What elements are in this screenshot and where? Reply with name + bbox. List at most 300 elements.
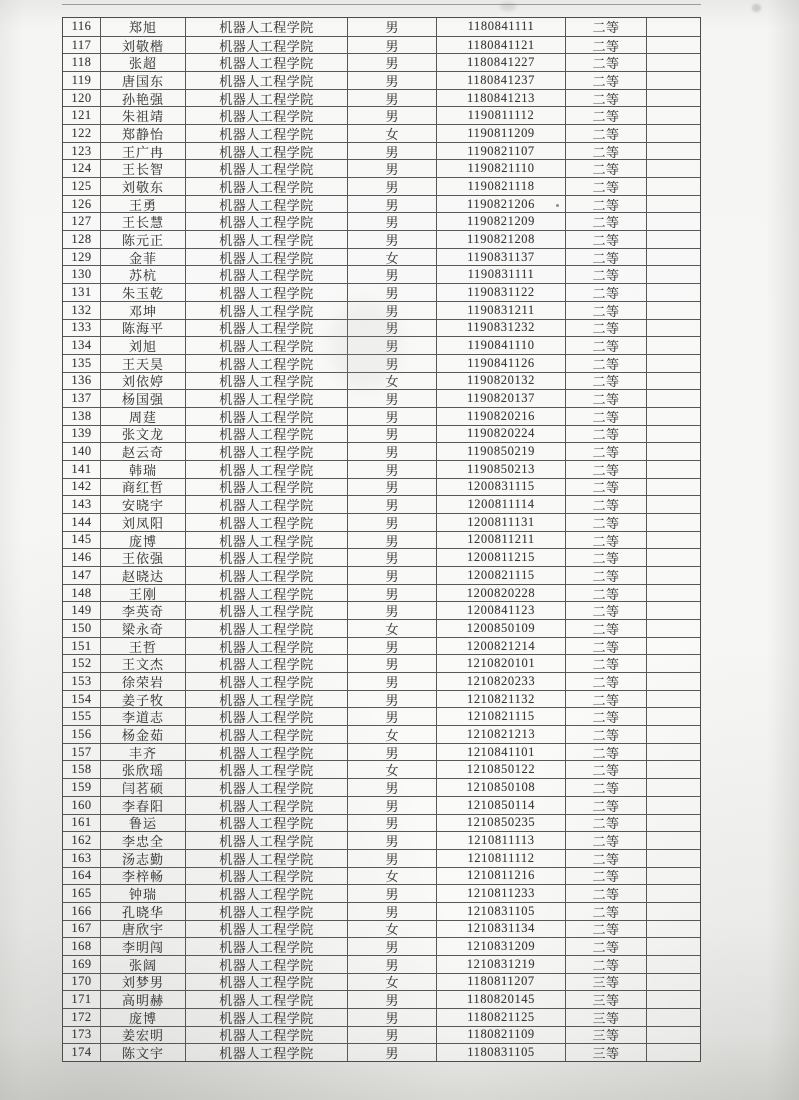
student-id-cell: 1180821125	[436, 1009, 565, 1026]
scan-speck	[556, 204, 559, 207]
student-id-cell: 1210821132	[436, 691, 565, 708]
row-number-cell: 173	[71, 1027, 92, 1042]
student-id-cell: 1190831211	[436, 302, 565, 319]
college-cell: 机器人工程学院	[185, 426, 347, 443]
college-cell: 机器人工程学院	[185, 514, 347, 531]
college-cell: 机器人工程学院	[185, 549, 347, 566]
student-name-cell: 孔晓华	[100, 903, 185, 920]
student-name-cell: 梁永奇	[100, 620, 185, 637]
student-id-cell: 1210850114	[436, 797, 565, 814]
college-cell: 机器人工程学院	[185, 850, 347, 867]
student-name-cell: 王广冉	[100, 143, 185, 160]
gender-cell: 女	[347, 868, 436, 885]
college-cell: 机器人工程学院	[185, 72, 347, 89]
table-row	[63, 460, 700, 478]
table-row	[63, 442, 700, 460]
row-number-cell: 171	[71, 992, 92, 1007]
student-name-cell: 孙艳强	[100, 90, 185, 107]
award-level-cell: 二等	[565, 125, 646, 142]
student-name-cell: 邓坤	[100, 302, 185, 319]
gender-cell: 男	[347, 514, 436, 531]
student-name-cell: 闫茗硕	[100, 779, 185, 796]
college-cell: 机器人工程学院	[185, 868, 347, 885]
gender-cell: 男	[347, 832, 436, 849]
college-cell: 机器人工程学院	[185, 744, 347, 761]
student-name-cell: 安晓宇	[100, 496, 185, 513]
row-number-cell: 166	[71, 903, 92, 918]
row-number-cell: 163	[71, 850, 92, 865]
table-row	[63, 230, 700, 248]
table-row	[63, 124, 700, 142]
row-number-cell: 127	[71, 214, 92, 229]
student-name-cell: 韩瑞	[100, 461, 185, 478]
award-level-cell: 二等	[565, 143, 646, 160]
award-level-cell: 二等	[565, 426, 646, 443]
student-id-cell: 1180811207	[436, 974, 565, 991]
student-id-cell: 1180821109	[436, 1027, 565, 1044]
student-id-cell: 1190841126	[436, 355, 565, 372]
table-row	[63, 53, 700, 71]
student-id-cell: 1210811233	[436, 885, 565, 902]
college-cell: 机器人工程学院	[185, 991, 347, 1008]
empty-cell	[646, 868, 700, 885]
gender-cell: 男	[347, 337, 436, 354]
row-number-cell: 139	[71, 426, 92, 441]
gender-cell: 男	[347, 655, 436, 672]
award-level-cell: 二等	[565, 443, 646, 460]
row-number-cell: 135	[71, 355, 92, 370]
student-name-cell: 姜子牧	[100, 691, 185, 708]
table-row	[63, 973, 700, 991]
student-id-cell: 1180820145	[436, 991, 565, 1008]
row-number-cell: 116	[71, 19, 92, 34]
empty-cell	[646, 655, 700, 672]
gender-cell: 男	[347, 284, 436, 301]
empty-cell	[646, 284, 700, 301]
row-number-cell: 155	[71, 709, 92, 724]
gender-cell: 男	[347, 956, 436, 973]
gender-cell: 男	[347, 938, 436, 955]
gender-cell: 男	[347, 72, 436, 89]
college-cell: 机器人工程学院	[185, 231, 347, 248]
award-level-cell: 二等	[565, 761, 646, 778]
empty-cell	[646, 885, 700, 902]
table-row	[63, 990, 700, 1008]
college-cell: 机器人工程学院	[185, 797, 347, 814]
row-number-cell: 128	[71, 231, 92, 246]
gender-cell: 女	[347, 249, 436, 266]
student-name-cell: 杨国强	[100, 390, 185, 407]
student-id-cell: 1190821209	[436, 213, 565, 230]
student-id-cell: 1200811131	[436, 514, 565, 531]
gender-cell: 女	[347, 726, 436, 743]
gender-cell: 男	[347, 708, 436, 725]
college-cell: 机器人工程学院	[185, 956, 347, 973]
college-cell: 机器人工程学院	[185, 479, 347, 496]
scan-speck	[752, 4, 761, 12]
gender-cell: 男	[347, 585, 436, 602]
empty-cell	[646, 426, 700, 443]
college-cell: 机器人工程学院	[185, 761, 347, 778]
student-name-cell: 张文龙	[100, 426, 185, 443]
student-name-cell: 李春阳	[100, 797, 185, 814]
empty-cell	[646, 815, 700, 832]
gender-cell: 男	[347, 143, 436, 160]
student-id-cell: 1200831115	[436, 479, 565, 496]
award-level-cell: 二等	[565, 90, 646, 107]
table-row	[63, 195, 700, 213]
college-cell: 机器人工程学院	[185, 443, 347, 460]
college-cell: 机器人工程学院	[185, 337, 347, 354]
row-number-cell: 138	[71, 408, 92, 423]
college-cell: 机器人工程学院	[185, 355, 347, 372]
empty-cell	[646, 125, 700, 142]
student-name-cell: 王天昊	[100, 355, 185, 372]
gender-cell: 男	[347, 1044, 436, 1061]
table-row	[63, 283, 700, 301]
table-row	[63, 159, 700, 177]
row-number-cell: 169	[71, 956, 92, 971]
award-level-cell: 二等	[565, 196, 646, 213]
empty-cell	[646, 249, 700, 266]
row-number-cell: 120	[71, 90, 92, 105]
gender-cell: 男	[347, 638, 436, 655]
student-id-cell: 1200811215	[436, 549, 565, 566]
student-name-cell: 刘梦男	[100, 974, 185, 991]
student-name-cell: 钟瑞	[100, 885, 185, 902]
row-number-cell: 122	[71, 125, 92, 140]
student-name-cell: 李英奇	[100, 602, 185, 619]
student-name-cell: 金菲	[100, 249, 185, 266]
gender-cell: 男	[347, 461, 436, 478]
student-name-cell: 李梓畅	[100, 868, 185, 885]
student-name-cell: 王依强	[100, 549, 185, 566]
gender-cell: 男	[347, 90, 436, 107]
gender-cell: 男	[347, 18, 436, 36]
row-number-cell: 172	[71, 1009, 92, 1024]
gender-cell: 女	[347, 373, 436, 390]
row-number-cell: 119	[71, 72, 92, 87]
table-row	[63, 884, 700, 902]
row-number-cell: 165	[71, 886, 92, 901]
college-cell: 机器人工程学院	[185, 779, 347, 796]
student-id-cell: 1180841121	[436, 37, 565, 54]
award-level-cell: 二等	[565, 107, 646, 124]
empty-cell	[646, 160, 700, 177]
row-number-cell: 140	[71, 444, 92, 459]
college-cell: 机器人工程学院	[185, 143, 347, 160]
student-id-cell: 1210831219	[436, 956, 565, 973]
gender-cell: 男	[347, 850, 436, 867]
student-id-cell: 1190841110	[436, 337, 565, 354]
award-level-cell: 二等	[565, 355, 646, 372]
empty-cell	[646, 266, 700, 283]
college-cell: 机器人工程学院	[185, 1044, 347, 1061]
college-cell: 机器人工程学院	[185, 832, 347, 849]
student-id-cell: 1190831111	[436, 266, 565, 283]
student-id-cell: 1210850235	[436, 815, 565, 832]
empty-cell	[646, 496, 700, 513]
student-name-cell: 郑旭	[100, 18, 185, 36]
college-cell: 机器人工程学院	[185, 673, 347, 690]
row-number-cell: 124	[71, 161, 92, 176]
empty-cell	[646, 779, 700, 796]
award-level-cell: 二等	[565, 249, 646, 266]
student-id-cell: 1190820216	[436, 408, 565, 425]
student-name-cell: 王哲	[100, 638, 185, 655]
gender-cell: 男	[347, 885, 436, 902]
college-cell: 机器人工程学院	[185, 938, 347, 955]
college-cell: 机器人工程学院	[185, 37, 347, 54]
student-id-cell: 1190811209	[436, 125, 565, 142]
row-number-cell: 143	[71, 497, 92, 512]
student-id-cell: 1200811114	[436, 496, 565, 513]
table-row	[63, 725, 700, 743]
empty-cell	[646, 744, 700, 761]
student-name-cell: 郑静怡	[100, 125, 185, 142]
empty-cell	[646, 691, 700, 708]
award-level-cell: 二等	[565, 832, 646, 849]
college-cell: 机器人工程学院	[185, 107, 347, 124]
student-name-cell: 张阔	[100, 956, 185, 973]
row-number-cell: 132	[71, 302, 92, 317]
table-row	[63, 106, 700, 124]
table-row	[63, 407, 700, 425]
empty-cell	[646, 390, 700, 407]
student-id-cell: 1210831209	[436, 938, 565, 955]
student-name-cell: 刘依婷	[100, 373, 185, 390]
student-name-cell: 刘旭	[100, 337, 185, 354]
student-name-cell: 王勇	[100, 196, 185, 213]
award-level-cell: 二等	[565, 496, 646, 513]
award-level-cell: 二等	[565, 54, 646, 71]
empty-cell	[646, 956, 700, 973]
student-id-cell: 1190850213	[436, 461, 565, 478]
student-name-cell: 朱祖靖	[100, 107, 185, 124]
student-id-cell: 1180841111	[436, 18, 565, 36]
student-id-cell: 1210831105	[436, 903, 565, 920]
student-name-cell: 张欣瑶	[100, 761, 185, 778]
student-name-cell: 商红哲	[100, 479, 185, 496]
student-name-cell: 杨金茹	[100, 726, 185, 743]
student-id-cell: 1190831122	[436, 284, 565, 301]
gender-cell: 男	[347, 567, 436, 584]
gender-cell: 男	[347, 355, 436, 372]
row-number-cell: 126	[71, 196, 92, 211]
student-id-cell: 1190821107	[436, 143, 565, 160]
gender-cell: 男	[347, 426, 436, 443]
award-level-cell: 二等	[565, 479, 646, 496]
empty-cell	[646, 797, 700, 814]
college-cell: 机器人工程学院	[185, 18, 347, 36]
empty-cell	[646, 54, 700, 71]
award-level-cell: 二等	[565, 956, 646, 973]
student-id-cell: 1210811113	[436, 832, 565, 849]
gender-cell: 男	[347, 107, 436, 124]
gender-cell: 男	[347, 178, 436, 195]
row-number-cell: 141	[71, 461, 92, 476]
student-id-cell: 1200820228	[436, 585, 565, 602]
gender-cell: 男	[347, 815, 436, 832]
college-cell: 机器人工程学院	[185, 496, 347, 513]
student-id-cell: 1190821118	[436, 178, 565, 195]
gender-cell: 女	[347, 974, 436, 991]
student-name-cell: 苏杭	[100, 266, 185, 283]
table-row	[63, 478, 700, 496]
empty-cell	[646, 602, 700, 619]
empty-cell	[646, 850, 700, 867]
award-level-cell: 三等	[565, 1009, 646, 1026]
award-level-cell: 二等	[565, 921, 646, 938]
empty-cell	[646, 178, 700, 195]
student-name-cell: 朱玉乾	[100, 284, 185, 301]
student-name-cell: 张超	[100, 54, 185, 71]
empty-cell	[646, 213, 700, 230]
table-row	[63, 619, 700, 637]
student-name-cell: 李道志	[100, 708, 185, 725]
row-number-cell: 154	[71, 691, 92, 706]
empty-cell	[646, 143, 700, 160]
award-level-cell: 二等	[565, 638, 646, 655]
empty-cell	[646, 532, 700, 549]
empty-cell	[646, 938, 700, 955]
student-id-cell: 1210841101	[436, 744, 565, 761]
student-id-cell: 1210811216	[436, 868, 565, 885]
award-level-cell: 二等	[565, 532, 646, 549]
award-level-cell: 二等	[565, 815, 646, 832]
row-number-cell: 137	[71, 391, 92, 406]
student-id-cell: 1200850109	[436, 620, 565, 637]
college-cell: 机器人工程学院	[185, 708, 347, 725]
gender-cell: 男	[347, 390, 436, 407]
gender-cell: 男	[347, 54, 436, 71]
table-row	[63, 920, 700, 938]
student-name-cell: 刘敬东	[100, 178, 185, 195]
table-row	[63, 1026, 700, 1044]
row-number-cell: 149	[71, 603, 92, 618]
row-number-cell: 144	[71, 514, 92, 529]
row-number-cell: 130	[71, 267, 92, 282]
college-cell: 机器人工程学院	[185, 196, 347, 213]
gender-cell: 女	[347, 761, 436, 778]
row-number-cell: 125	[71, 178, 92, 193]
gender-cell: 男	[347, 991, 436, 1008]
award-level-cell: 二等	[565, 708, 646, 725]
row-number-cell: 118	[71, 55, 92, 70]
empty-cell	[646, 1009, 700, 1026]
row-number-cell: 131	[71, 285, 92, 299]
college-cell: 机器人工程学院	[185, 1027, 347, 1044]
row-number-cell: 134	[71, 338, 92, 353]
gender-cell: 女	[347, 921, 436, 938]
award-level-cell: 二等	[565, 18, 646, 36]
student-id-cell: 1210820101	[436, 655, 565, 672]
row-number-cell: 167	[71, 921, 92, 936]
student-id-cell: 1190850219	[436, 443, 565, 460]
college-cell: 机器人工程学院	[185, 921, 347, 938]
award-level-cell: 二等	[565, 797, 646, 814]
college-cell: 机器人工程学院	[185, 815, 347, 832]
award-level-cell: 二等	[565, 655, 646, 672]
table-row	[63, 867, 700, 885]
table-row	[63, 778, 700, 796]
gender-cell: 男	[347, 320, 436, 337]
table-row	[63, 425, 700, 443]
student-name-cell: 王长慧	[100, 213, 185, 230]
table-row	[63, 548, 700, 566]
award-level-cell: 三等	[565, 974, 646, 991]
row-number-cell: 133	[71, 320, 92, 335]
student-name-cell: 王刚	[100, 585, 185, 602]
award-level-cell: 三等	[565, 1044, 646, 1061]
college-cell: 机器人工程学院	[185, 1009, 347, 1026]
student-id-cell: 1200811211	[436, 532, 565, 549]
student-id-cell: 1200821214	[436, 638, 565, 655]
student-name-cell: 徐荣岩	[100, 673, 185, 690]
award-level-cell: 二等	[565, 885, 646, 902]
row-number-cell: 153	[71, 673, 92, 688]
empty-cell	[646, 903, 700, 920]
award-level-cell: 三等	[565, 991, 646, 1008]
row-number-cell: 148	[71, 585, 92, 600]
empty-cell	[646, 107, 700, 124]
award-level-cell: 二等	[565, 602, 646, 619]
table-row	[63, 1043, 700, 1061]
college-cell: 机器人工程学院	[185, 532, 347, 549]
row-number-cell: 150	[71, 620, 92, 635]
student-id-cell: 1180841237	[436, 72, 565, 89]
gender-cell: 男	[347, 532, 436, 549]
table-row	[63, 142, 700, 160]
student-name-cell: 赵晓达	[100, 567, 185, 584]
student-id-cell: 1190831137	[436, 249, 565, 266]
table-row	[63, 495, 700, 513]
table-row	[63, 690, 700, 708]
award-level-cell: 二等	[565, 868, 646, 885]
student-name-cell: 庞博	[100, 532, 185, 549]
college-cell: 机器人工程学院	[185, 390, 347, 407]
row-number-cell: 147	[71, 567, 92, 582]
student-id-cell: 1190821208	[436, 231, 565, 248]
award-level-cell: 二等	[565, 178, 646, 195]
student-name-cell: 姜宏明	[100, 1027, 185, 1044]
table-row	[63, 937, 700, 955]
college-cell: 机器人工程学院	[185, 461, 347, 478]
student-id-cell: 1190811112	[436, 107, 565, 124]
student-name-cell: 陈元正	[100, 231, 185, 248]
empty-cell	[646, 673, 700, 690]
student-id-cell: 1190821110	[436, 160, 565, 177]
award-level-cell: 二等	[565, 850, 646, 867]
student-name-cell: 赵云奇	[100, 443, 185, 460]
table-row	[63, 18, 700, 36]
gender-cell: 男	[347, 797, 436, 814]
gender-cell: 男	[347, 691, 436, 708]
gender-cell: 男	[347, 443, 436, 460]
award-level-cell: 二等	[565, 337, 646, 354]
gender-cell: 男	[347, 1027, 436, 1044]
college-cell: 机器人工程学院	[185, 320, 347, 337]
row-number-cell: 162	[71, 833, 92, 848]
gender-cell: 男	[347, 903, 436, 920]
row-number-cell: 152	[71, 656, 92, 671]
table-row	[63, 707, 700, 725]
table-row	[63, 1008, 700, 1026]
table-row	[63, 389, 700, 407]
award-level-cell: 二等	[565, 673, 646, 690]
college-cell: 机器人工程学院	[185, 90, 347, 107]
table-row	[63, 902, 700, 920]
